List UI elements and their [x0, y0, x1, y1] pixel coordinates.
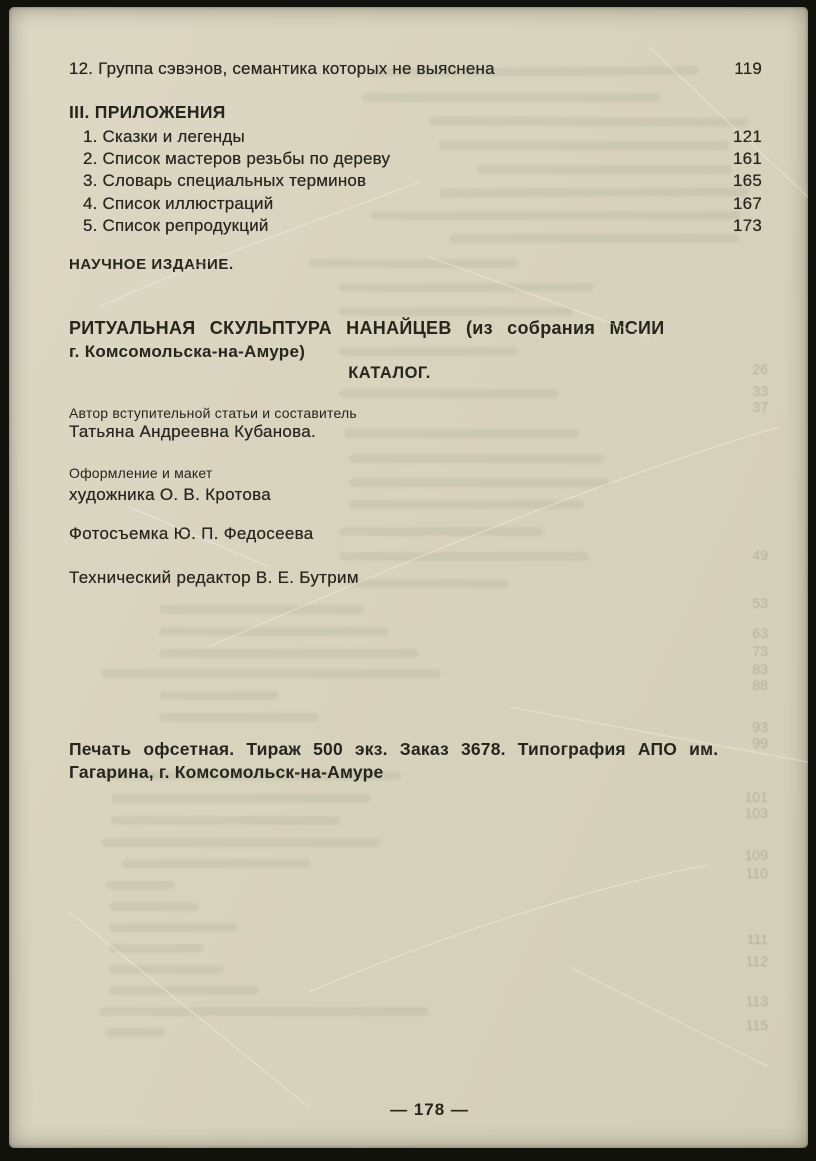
- bleed-number: 63: [752, 625, 768, 641]
- print-info-line1: Печать офсетная. Тираж 500 экз. Заказ 3678. Типография АПО им.: [69, 739, 719, 759]
- toc-entry-label: 3. Словарь специальных терминов: [83, 171, 367, 191]
- bleed-number: 93: [752, 719, 768, 735]
- page-content: [69, 7, 762, 1148]
- bleed-number: 33: [752, 383, 768, 399]
- bleed-number: 112: [745, 953, 768, 969]
- toc-entry-label: 12. Группа сэвэнов, семантика которых не выяснена: [69, 59, 495, 78]
- toc-entry: [69, 149, 762, 171]
- toc-entry-top: [69, 59, 762, 79]
- bleed-number: 103: [744, 805, 768, 821]
- folio-page-number: — 178 —: [390, 1100, 469, 1119]
- toc-entry-page: 161: [733, 149, 762, 169]
- toc-entry-page: 119: [734, 59, 762, 78]
- bleed-number: 110: [745, 865, 768, 881]
- author-role: Автор вступительной статьи и составитель: [69, 405, 357, 421]
- appendix-heading: III. ПРИЛОЖЕНИЯ: [69, 102, 226, 122]
- bleed-number: 26: [752, 361, 768, 377]
- edition-note: НАУЧНОЕ ИЗДАНИЕ.: [69, 256, 234, 273]
- designer-role: Оформление и макет: [69, 465, 213, 481]
- bleed-number: 73: [752, 643, 768, 659]
- appendix-list: [69, 127, 762, 238]
- bleed-number: 53: [752, 595, 768, 611]
- bleed-number: 49: [752, 547, 768, 563]
- author-name: Татьяна Андреевна Кубанова.: [69, 422, 317, 441]
- toc-entry-label: 1. Сказки и легенды: [83, 127, 245, 146]
- toc-entry-page: 165: [733, 171, 762, 191]
- toc-entry-label: 5. Список репродукций: [83, 215, 269, 235]
- toc-entry-page: 121: [733, 127, 762, 146]
- bleed-number: 109: [744, 847, 768, 863]
- toc-entry-page: 167: [733, 193, 762, 213]
- toc-entry: [69, 171, 762, 193]
- print-info-line2: Гагарина, г. Комсомольск-на-Амуре: [69, 762, 384, 782]
- toc-entry: [69, 216, 762, 238]
- photo-credit: Фотосъемка Ю. П. Федосеева: [69, 524, 314, 543]
- bleed-number: 113: [745, 993, 768, 1009]
- bleed-number: 83: [752, 661, 768, 677]
- book-title-line1: РИТУАЛЬНАЯ СКУЛЬПТУРА НАНАЙЦЕВ (из собрания МСИИ: [69, 318, 665, 338]
- book-page: [9, 7, 808, 1148]
- toc-entry-page: 173: [733, 215, 762, 235]
- bleed-number: 115: [745, 1017, 768, 1033]
- toc-entry-label: 2. Список мастеров резьбы по дереву: [83, 149, 391, 169]
- toc-entry: [69, 127, 762, 149]
- bleed-number: 111: [746, 931, 768, 947]
- book-title-line2: г. Комсомольска-на-Амуре): [69, 342, 306, 361]
- bleed-number: 37: [752, 399, 768, 415]
- book-subtitle: КАТАЛОГ.: [348, 364, 431, 382]
- toc-entry: [69, 194, 762, 216]
- toc-entry-label: 4. Список иллюстраций: [83, 193, 274, 213]
- designer-name: художника О. В. Кротова: [69, 485, 272, 504]
- bleed-number: 99: [752, 735, 768, 751]
- tech-editor-credit: Технический редактор В. Е. Бутрим: [69, 568, 359, 587]
- bleed-number: 101: [744, 789, 768, 805]
- bleed-number: 88: [752, 677, 768, 693]
